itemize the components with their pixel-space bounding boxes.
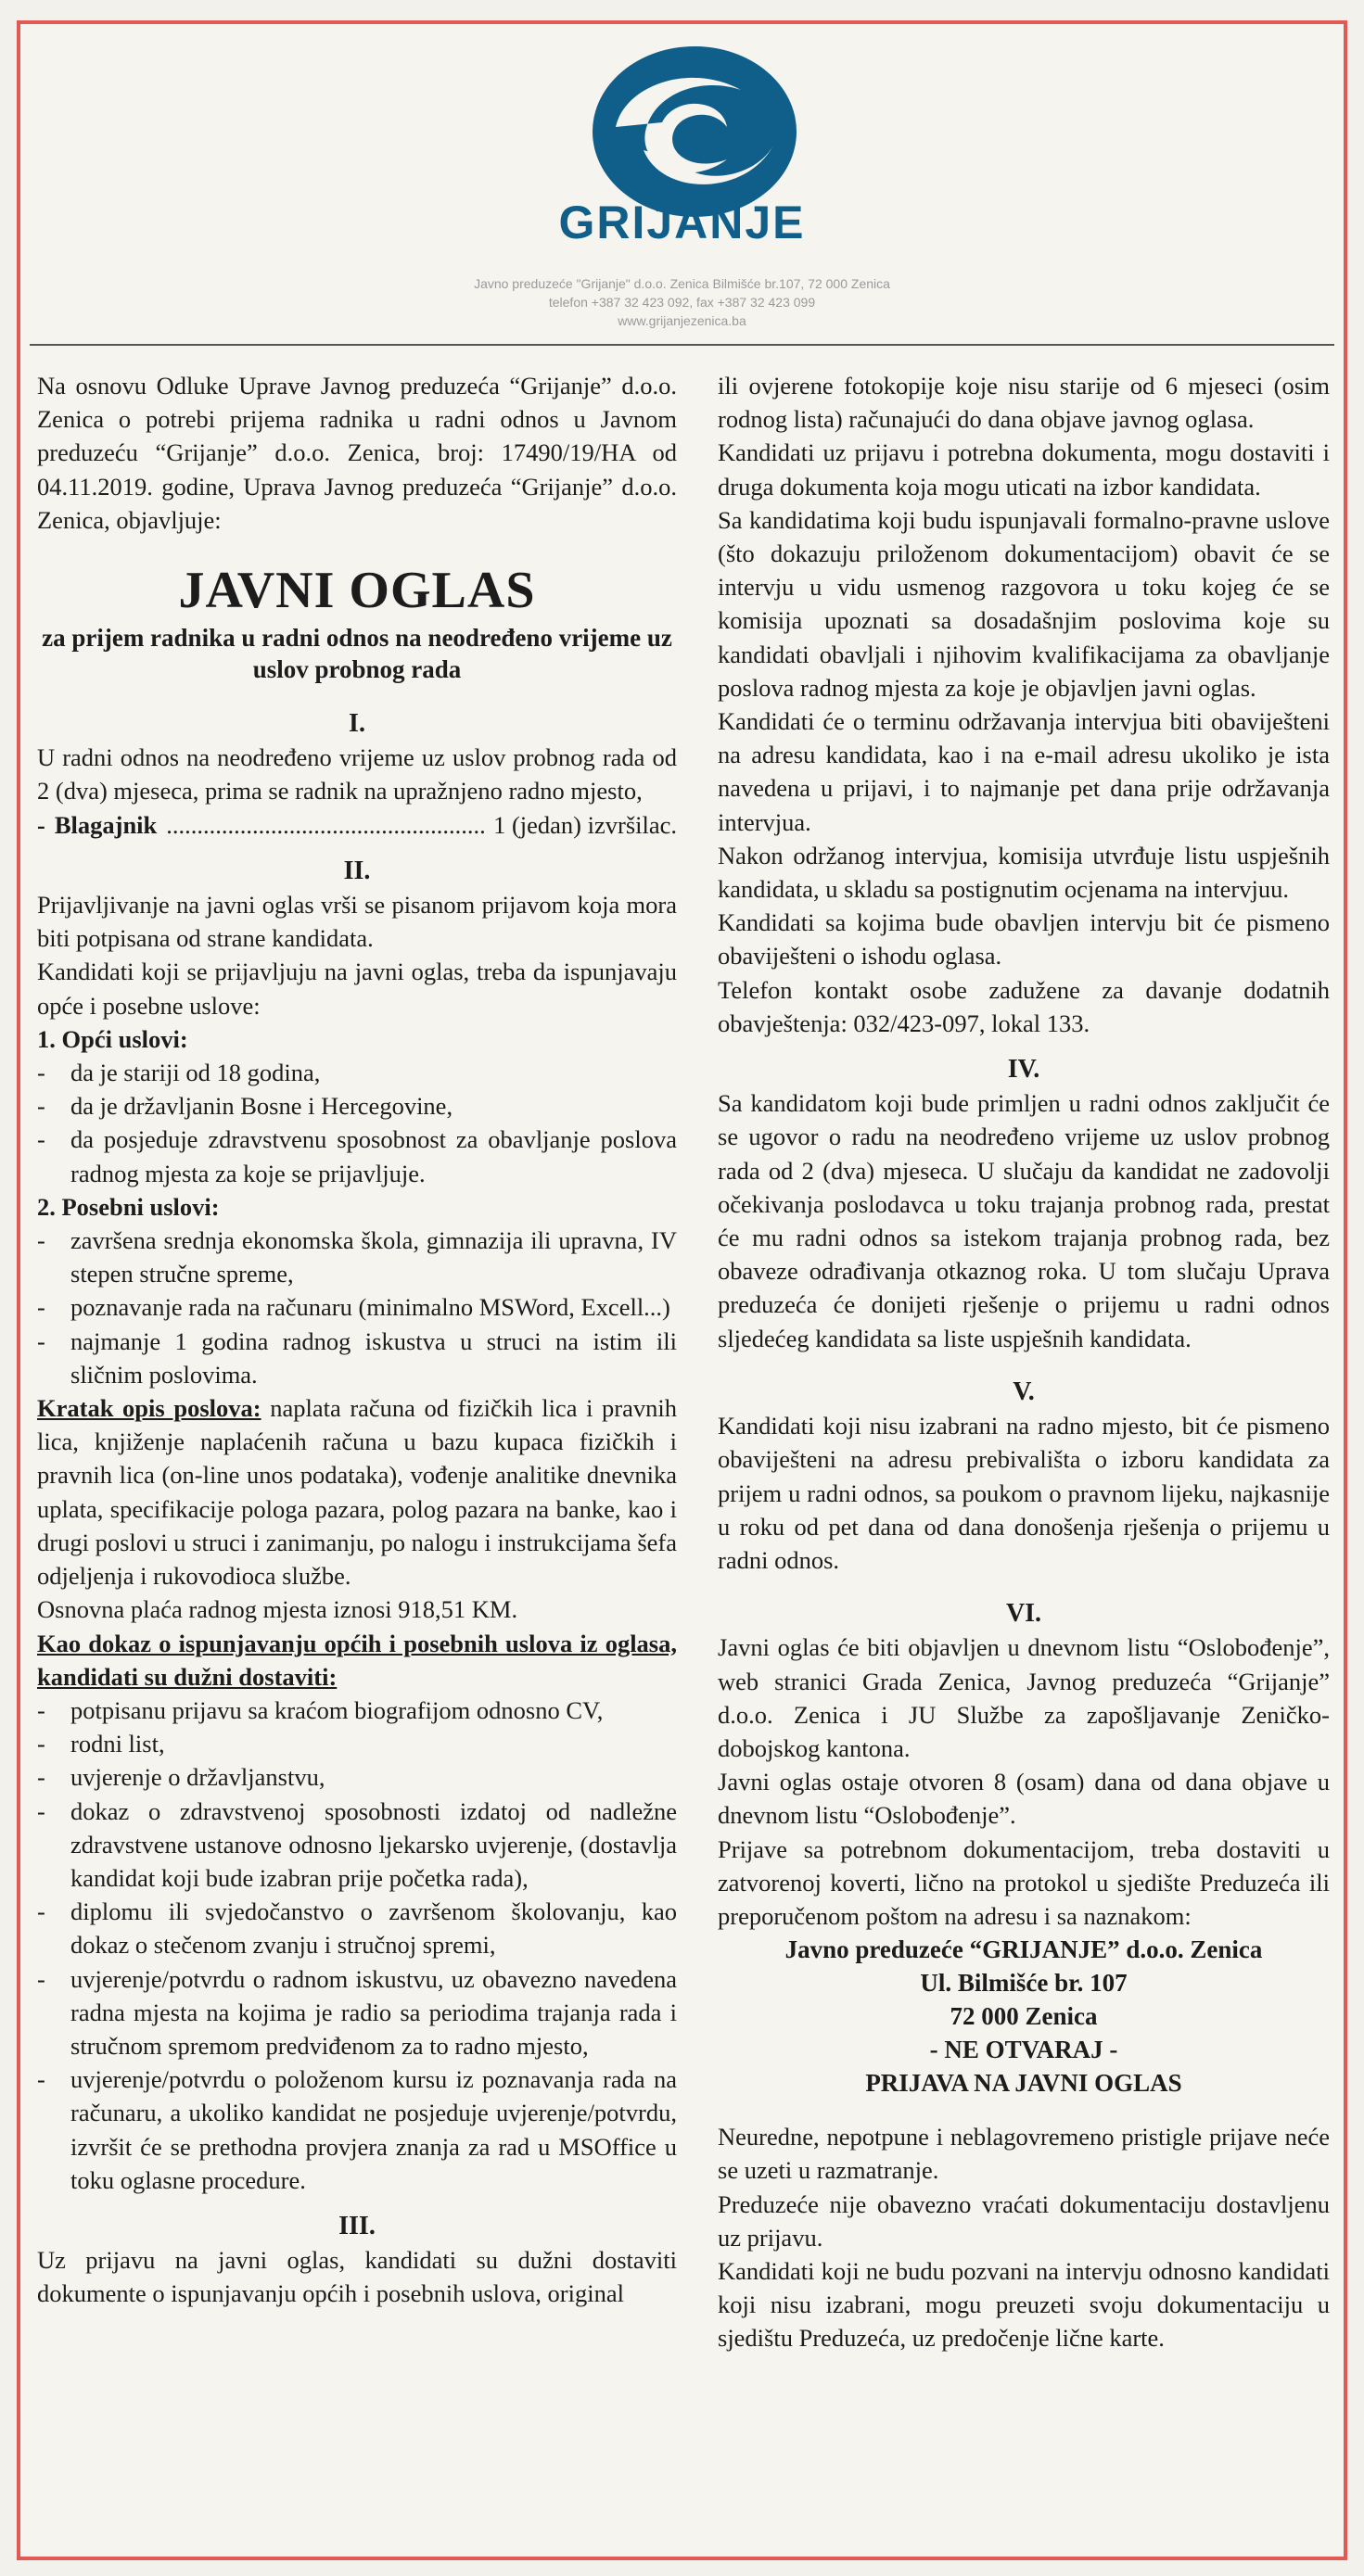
paragraph: Nakon održanog intervjua, komisija utvrđuje listu uspješnih kandidata, u skladu sa postignutim ocjenama na intervjuu. (718, 841, 1330, 904)
list-item: - da je stariji od 18 godina, (37, 1056, 677, 1089)
contact-address: Javno preduzeće "Grijanje" d.o.o. Zenica Bilmišće br.107, 72 000 Zenica (474, 276, 890, 291)
list-item: - diplomu ili svjedočanstvo o završenom školovanju, kao dokaz o stečenom zvanju i stručnoj spremi, (37, 1895, 677, 1961)
contact-info (20, 274, 1344, 330)
list-item: - najmanje 1 godina radnog iskustva u struci na istim ili sličnim poslovima. (37, 1325, 677, 1391)
position-title: Blagajnik (54, 810, 158, 839)
position-leader-dots (166, 808, 484, 842)
section-heading-3: III. (338, 2211, 376, 2240)
section-5-text: Kandidati koji nisu izabrani na radno mjesto, bit će pismeno obaviješteni na adresu prebivališta o izboru kandidata za prijem u radni odnos, sa poukom o pravnom lijeku, najkasnije u roku od pet dana od dana donošenja rješenja o prijemu u radni odnos. (718, 1412, 1330, 1574)
list-item: - uvjerenje/potvrdu o radnom iskustvu, uz obavezno navedena radna mjesta na kojima je radio sa periodima trajanja rada i stručnom spremom predviđenom za to radno mjesto, (37, 1962, 677, 2063)
list-item: - poznavanje rada na računaru (minimalno MSWord, Excell...) (37, 1290, 677, 1324)
list-item: - da posjeduje zdravstvenu sposobnost za obavljanje poslova radnog mjesta za koje se prijavljuje. (37, 1123, 677, 1189)
section-2-paragraph-1: Prijavljivanje na javni oglas vrši se pisanom prijavom koja mora biti potpisana od strane kandidata. (37, 891, 677, 953)
position-line (37, 808, 677, 842)
position-count: 1 (jedan) izvršilac. (493, 810, 677, 839)
position-dash: - (37, 810, 45, 839)
paragraph: Kandidati će o terminu održavanja intervjua biti obaviješteni na adresu kandidata, kao i na e-mail adresu ukoliko je ista navedena u prijavi, i to najmanje pet dana prije održavanja intervjua. (718, 707, 1330, 836)
list-item: - potpisanu prijavu sa kraćom biografijom odnosno CV, (37, 1694, 677, 1727)
address-street: Ul. Bilmišće br. 107 (920, 1969, 1128, 1998)
list-item: - dokaz o zdravstvenoj sposobnosti izdatoj od nadležne zdravstvene ustanove odnosno ljekarsko uvjerenje, (dostavlja kandidat koji bude izabran prije početka rada), (37, 1795, 677, 1896)
salary-line: Osnovna plaća radnog mjesta iznosi 918,51 KM. (37, 1595, 518, 1624)
section-heading-6: VI. (1005, 1599, 1042, 1629)
section-3-text: Uz prijavu na javni oglas, kandidati su dužni dostaviti dokumente o ispunjavanju općih i posebnih uslova, original (37, 2246, 677, 2308)
paragraph: Sa kandidatima koji budu ispunjavali formalno-pravne uslove (što dokazuju priloženom dokumentacijom) obavit će se intervju u vidu usmenog razgovora u toku kojeg će se komisija upoznati sa dosadašnjim poslovima koje su kandidati obavljali i njihovim kvalifikacijama za obavljanje poslova radnog mjesta za koje je objavljen javni oglas. (718, 505, 1330, 702)
list-item: - završena srednja ekonomska škola, gimnazija ili upravna, IV stepen stručne spreme, (37, 1224, 677, 1290)
general-conditions-heading: 1. Opći uslovi: (37, 1024, 188, 1053)
document-page (17, 20, 1347, 2560)
section-2-paragraph-2: Kandidati koji se prijavljuju na javni oglas, treba da ispunjavaju opće i posebne uslove: (37, 958, 677, 1020)
address-do-not-open: - NE OTVARAJ - (929, 2036, 1118, 2064)
section-6-paragraph-1: Javni oglas će biti objavljen u dnevnom listu “Oslobođenje”, web stranici Grada Zenica, Javnog preduzeća “Grijanje” d.o.o. Zenica i JU Službe za zapošljavanje Zeničko-dobojskog kantona. (718, 1633, 1330, 1762)
final-note: Preduzeće nije obavezno vraćati dokumentaciju dostavljenu uz prijavu. (718, 2189, 1330, 2252)
section-heading-4: IV. (1007, 1055, 1040, 1085)
section-4-text: Sa kandidatom koji bude primljen u radni odnos zaključit će se ugovor o radu na neodređeno vrijeme uz uslov probnog rada od 2 (dva) mjeseca. U slučaju da kandidat ne zadovolji očekivanja poslodavca u toku trajanja probnog rada, prestat će mu radni odnos sa istekom trajanja probnog rada, bez obaveze odrađivanja otkaznog roka. U tom slučaju Uprava preduzeća će donijeti rješenje o prijemu u radni odnos sljedećeg kandidata sa liste uspješnih kandidata. (718, 1089, 1330, 1352)
header-divider (30, 344, 1334, 346)
final-note: Kandidati koji ne budu pozvani na intervju odnosno kandidati koji nisu izabrani, mogu preuzeti svoju dokumentaciju u sjedištu Preduzeća, uz predočenje lične karte. (718, 2256, 1330, 2353)
section-heading-2: II. (343, 856, 371, 885)
section-1-text: U radni odnos na neodređeno vrijeme uz uslov probnog rada od 2 (dva) mjeseca, prima se radnik na upražnjeno radno mjesto, (37, 743, 677, 806)
section-heading-5: V. (1013, 1377, 1035, 1406)
letterhead (20, 24, 1344, 358)
right-column (718, 369, 1330, 2355)
address-company: Javno preduzeće “GRIJANJE” d.o.o. Zenica (784, 1935, 1263, 1964)
section-6-paragraph-3: Prijave sa potrebnom dokumentacijom, treba dostaviti u zatvorenoj koverti, lično na protokol u sjedište Preduzeća ili preporučenom poštom na adresu i sa naznakom: (718, 1834, 1330, 1930)
final-note: Neuredne, nepotpune i neblagovremeno pristigle prijave neće se uzeti u razmatranje. (718, 2123, 1330, 2185)
mailing-address (718, 1933, 1330, 2100)
notice-title: JAVNI OGLAS (178, 562, 536, 620)
paragraph: ili ovjerene fotokopije koje nisu starije od 6 mjeseci (osim rodnog lista) računajući do dana objave javnog oglasa. (718, 372, 1330, 434)
documents-heading: Kao dokaz o ispunjavanju općih i posebnih uslova iz oglasa, kandidati su dužni dostaviti: (37, 1629, 677, 1691)
paragraph: Telefon kontakt osobe zadužene za davanje dodatnih obavještenja: 032/423-097, lokal 133. (718, 975, 1330, 1037)
list-item: - rodni list, (37, 1727, 677, 1760)
paragraph: Kandidati sa kojima bude obavljen intervju bit će pismeno obaviješteni o ishodu oglasa. (718, 908, 1330, 971)
list-item: - uvjerenje/potvrdu o položenom kursu iz poznavanja rada na računaru, a ukoliko kandidat ne posjeduje uvjerenje/potvrdu, izvršit će se prethodna provjera znanja za rad u MSOffice u toku oglasne procedure. (37, 2062, 677, 2197)
duties-text: naplata računa od fizičkih lica i pravnih lica, knjiženje naplaćenih računa u bazu kupaca fizičkih i pravnih lica (on-line unos podataka), vođenje analitike dnevnika uplata, specifikacije pologa pazara, polog pazara na banke, kao i drugi poslovi u struci i zanimanju, po nalogu i instrukcijama šefa odjeljenja i rukovodioca službe. (37, 1394, 677, 1591)
contact-website: www.grijanjezenica.ba (618, 313, 746, 328)
left-column (37, 369, 677, 2311)
intro-paragraph: Na osnovu Odluke Uprave Javnog preduzeća “Grijanje” d.o.o. Zenica o potrebi prijema radnika u radni odnos u Javnom preduzeću “Grijanje” d.o.o. Zenica, broj: 17490/19/HA od 04.11.2019. godine, Uprava Javnog preduzeća “Grijanje” d.o.o. Zenica, objavljuje: (37, 372, 677, 534)
contact-phone: telefon +387 32 423 092, fax +387 32 423 099 (548, 295, 816, 310)
address-label: PRIJAVA NA JAVNI OGLAS (865, 2069, 1182, 2098)
duties-paragraph (37, 1391, 677, 1593)
duties-heading: Kratak opis poslova: (37, 1394, 261, 1423)
address-city: 72 000 Zenica (950, 2002, 1098, 2031)
section-6-paragraph-2: Javni oglas ostaje otvoren 8 (osam) dana od dana objave u dnevnom listu “Oslobođenje”. (718, 1768, 1330, 1830)
paragraph: Kandidati uz prijavu i potrebna dokumenta, mogu dostaviti i druga dokumenta koja mogu uticati na izbor kandidata. (718, 438, 1330, 501)
notice-subtitle: za prijem radnika u radni odnos na neodređeno vrijeme uz uslov probnog rada (42, 624, 672, 684)
brand-name: GRIJANJE (558, 197, 806, 248)
section-heading-1: I. (349, 709, 365, 739)
list-item: - uvjerenje o državljanstvu, (37, 1760, 677, 1794)
special-conditions-heading: 2. Posebni uslovi: (37, 1192, 220, 1221)
list-item: - da je državljanin Bosne i Hercegovine, (37, 1089, 677, 1123)
